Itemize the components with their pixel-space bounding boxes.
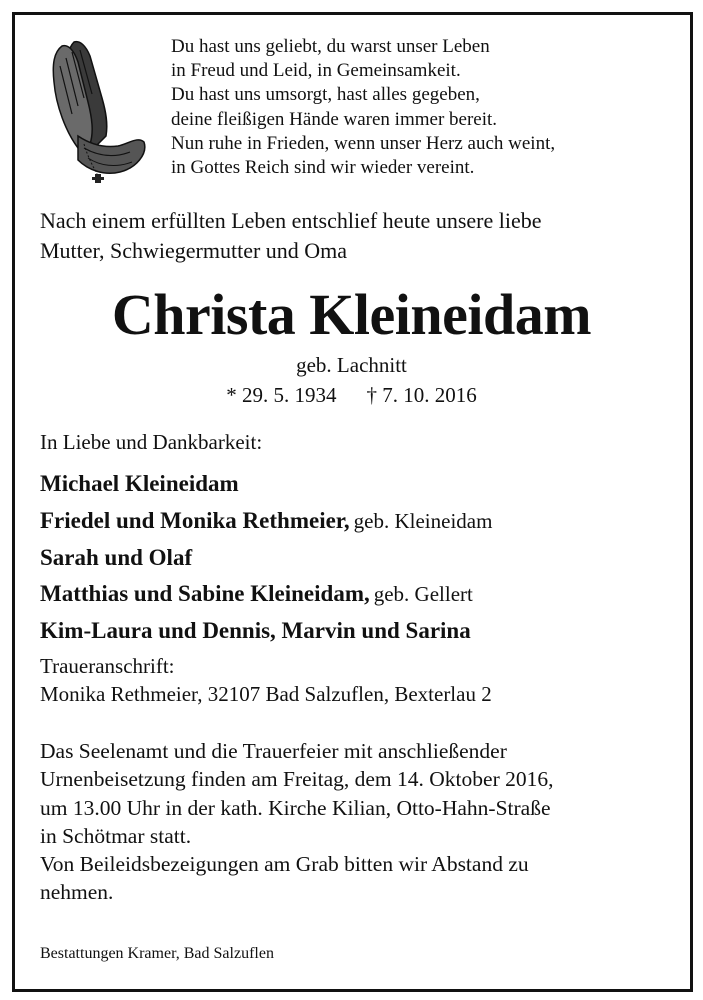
poem-line: in Freud und Leid, in Gemeinsamkeit.	[171, 60, 461, 82]
funeral-home: Bestattungen Kramer, Bad Salzuflen	[40, 945, 274, 962]
poem-line: deine fleißigen Hände waren immer bereit.	[171, 108, 498, 130]
mourner-row	[40, 504, 492, 541]
birth-date: * 29. 5. 1934	[226, 383, 337, 407]
poem-line: Du hast uns umsorgt, hast alles gegeben,	[171, 84, 480, 106]
service-line: in Schötmar statt.	[40, 823, 192, 848]
service-line: Das Seelenamt und die Trauerfeier mit anschließender	[40, 739, 507, 763]
mourner-names: Friedel und Monika Rethmeier,	[40, 507, 350, 533]
praying-hands-icon	[44, 36, 148, 184]
mourner-names: Sarah und Olaf	[40, 544, 193, 570]
mourner-row	[40, 541, 492, 578]
mourners-list	[40, 467, 492, 651]
memorial-poem	[171, 35, 555, 180]
intro-line-1: Nach einem erfüllten Leben entschlief heute unsere liebe	[40, 208, 542, 233]
service-line: Urnenbeisetzung finden am Freitag, dem 14. Oktober 2016,	[40, 767, 554, 792]
address-value: Monika Rethmeier, 32107 Bad Salzuflen, Bexterlau 2	[40, 682, 492, 706]
mourner-maiden-name: geb. Gellert	[373, 582, 473, 607]
mourner-names: Matthias und Sabine Kleineidam,	[40, 581, 370, 607]
death-date: † 7. 10. 2016	[366, 383, 477, 407]
mourners-heading: In Liebe und Dankbarkeit:	[40, 430, 263, 454]
address-label: Traueranschrift:	[40, 654, 175, 678]
service-line: nehmen.	[40, 880, 114, 905]
announcement-intro	[40, 206, 542, 266]
mourning-address	[40, 652, 492, 708]
service-line: Von Beileidsbezeigungen am Grab bitten wir Abstand zu	[40, 852, 529, 877]
life-dates	[0, 382, 703, 408]
mourner-row	[40, 467, 492, 504]
birth-name: geb. Lachnitt	[296, 353, 407, 377]
poem-line: Du hast uns geliebt, du warst unser Leben	[171, 36, 490, 57]
poem-line: in Gottes Reich sind wir wieder vereint.	[171, 157, 475, 179]
deceased-name: Christa Kleineidam	[111, 282, 592, 347]
mourner-row	[40, 614, 492, 651]
mourner-maiden-name: geb. Kleineidam	[353, 508, 493, 533]
mourner-names: Michael Kleineidam	[40, 471, 239, 496]
poem-line: Nun ruhe in Frieden, wenn unser Herz auch weint,	[171, 132, 556, 154]
service-line: um 13.00 Uhr in der kath. Kirche Kilian, Otto-Hahn-Straße	[40, 795, 551, 820]
mourner-names: Kim-Laura und Dennis, Marvin und Sarina	[40, 618, 471, 644]
intro-line-2: Mutter, Schwiegermutter und Oma	[40, 238, 348, 263]
mourner-row	[40, 577, 492, 614]
service-details	[40, 737, 553, 907]
